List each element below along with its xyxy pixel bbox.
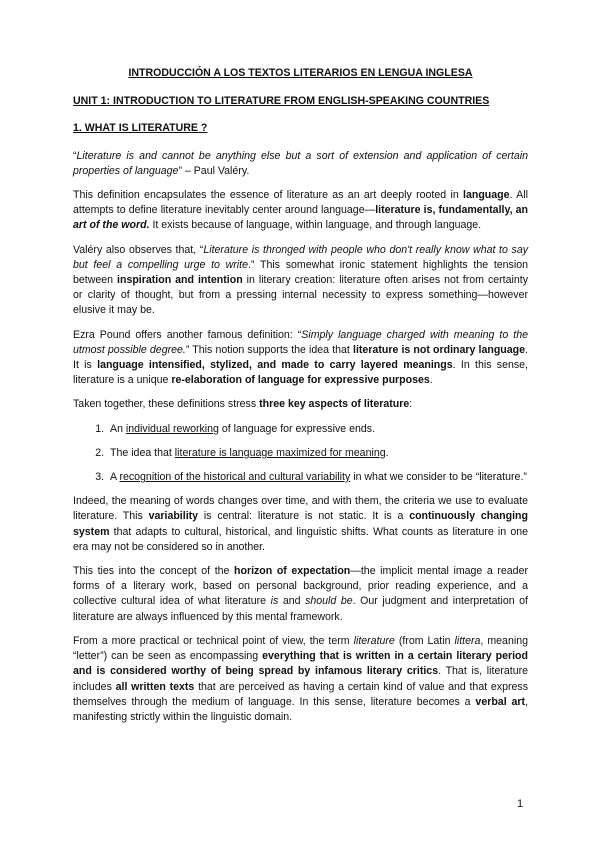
bold-text: inspiration and intention <box>117 274 243 287</box>
quote-text: Literature is and cannot be anything else but a sort of extension and application of certain properties of language <box>73 149 528 177</box>
valery-quote-paragraph <box>73 149 528 179</box>
underlined-text: recognition of the historical and cultural variability <box>119 471 351 484</box>
text: in literary creation: literature often arises not from certainty or clarity of thought, but from a pressing internal necessity to express something—however elusive it may be. <box>73 274 529 317</box>
text: . That is, literature includes <box>73 665 529 693</box>
text: ” This notion supports the idea that <box>185 343 353 356</box>
quote-attribution: ” – Paul Valéry. <box>178 164 250 177</box>
italic-text: Literature is thronged with people who don't really know what to say but feel a compelling urge to write <box>73 243 529 271</box>
text: A <box>110 471 120 484</box>
text: of language for expressive ends. <box>218 422 376 435</box>
text: is central: literature is not static. It is a <box>198 510 410 523</box>
text: . <box>385 446 389 459</box>
bold-text: literature is, fundamentally, an <box>375 204 528 217</box>
text: , meaning “letter”) can be seen as encompassing <box>73 634 528 663</box>
text: that adapts to cultural, historical, and linguistic shifts. What counts as literature in one era may not be considered so in another. <box>73 525 528 553</box>
text: This definition encapsulates the essence of literature as an art deeply rooted in <box>73 189 464 202</box>
section-heading: 1. WHAT IS LITERATURE ? <box>73 122 208 135</box>
bold-text: language intensified, stylized, and made to carry layered meanings <box>97 359 453 372</box>
list-item <box>107 446 528 461</box>
text: —the implicit mental image a reader forms of a literary work, based on personal background, prior reading experience, and a collective cultural idea of what literature <box>73 565 528 608</box>
paragraph-horizon <box>73 564 528 625</box>
italic-text: should be <box>305 595 353 608</box>
italic-text: is <box>270 595 279 608</box>
italic-text: Simply language charged with meaning to the utmost possible degree. <box>73 328 528 356</box>
bold-text: literature is not ordinary language <box>353 343 526 356</box>
list-item <box>107 422 528 437</box>
key-aspects-list <box>73 422 528 486</box>
paragraph-key-aspects <box>73 397 528 412</box>
text: Valéry also observes that, “ <box>73 243 204 256</box>
document-page <box>73 66 528 734</box>
paragraph-pound <box>73 328 528 389</box>
text: Taken together, these definitions stress <box>73 398 260 411</box>
page-number: 1 <box>517 798 524 810</box>
text: Ezra Pound offers another famous definition: “ <box>73 328 302 341</box>
bold-text: horizon of expectation <box>234 565 351 578</box>
text: . <box>429 374 433 387</box>
text: The idea that <box>110 446 175 459</box>
underlined-text: individual reworking <box>125 422 219 435</box>
text: that are perceived as having a certain kind of value and that express themselves through the medium of language. In this sense, literature becomes a <box>73 680 528 708</box>
bold-text: everything that is written in a certain literary period and is considered worthy of being spread by infamous literary critics <box>73 650 528 678</box>
text: . It is <box>73 343 528 372</box>
text: (from Latin <box>394 634 455 647</box>
text: This ties into the concept of the <box>73 565 234 578</box>
paragraph-valery <box>73 243 528 319</box>
bold-italic-text: art of the word. <box>73 219 150 232</box>
unit-heading: UNIT 1: INTRODUCTION TO LITERATURE FROM ENGLISH-SPEAKING COUNTRIES <box>73 95 490 108</box>
text: From a more practical or technical point of view, the term <box>73 634 354 647</box>
text: . All attempts to define literature inevitably center around language— <box>73 189 528 217</box>
italic-text: littera <box>454 634 481 647</box>
bold-text: verbal art <box>475 695 526 708</box>
italic-text: literature <box>353 634 395 647</box>
bold-text: all written texts <box>115 680 195 693</box>
bold-text: language <box>463 189 510 202</box>
paragraph-variability <box>73 494 528 555</box>
document-title: INTRODUCCIÓN A LOS TEXTOS LITERARIOS EN LENGUA INGLESA <box>128 67 473 79</box>
bold-text: continuously changing system <box>73 510 528 538</box>
bold-text: variability <box>148 510 199 523</box>
text: and <box>278 595 306 608</box>
text: .” This somewhat ironic statement highlights the tension between <box>73 258 528 287</box>
text: It exists because of language, within language, and through language. <box>149 219 482 232</box>
underlined-text: literature is language maximized for meaning <box>174 446 386 459</box>
text: . In this sense, literature is a unique <box>73 359 529 387</box>
text: : <box>409 398 413 411</box>
text: Indeed, the meaning of words changes over time, and with them, the criteria we use to evaluate literature. This <box>73 495 528 523</box>
text: . Our judgment and interpretation of literature are always influenced by this mental framework. <box>73 595 529 623</box>
text: An <box>110 422 126 435</box>
bold-text: re-elaboration of language for expressive purposes <box>171 374 430 387</box>
list-item <box>107 470 528 485</box>
bold-text: three key aspects of literature <box>259 398 410 411</box>
paragraph-technical <box>73 634 528 725</box>
text: “ <box>73 149 77 162</box>
paragraph-definition <box>73 188 528 234</box>
text: , manifesting strictly within the linguistic domain. <box>73 695 529 723</box>
text: in what we consider to be “literature.” <box>350 471 527 484</box>
